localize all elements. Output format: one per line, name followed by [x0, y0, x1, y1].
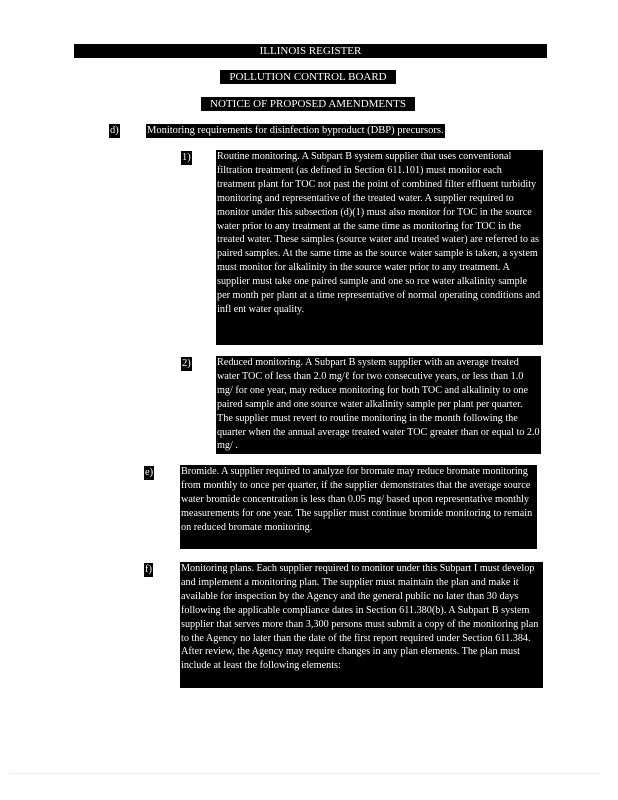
page-footer-rule	[10, 773, 600, 774]
item-2-paragraph: Reduced monitoring. A Subpart B system supplier with an average treated water TOC of less than 2.0 mg/ℓ for two consecutive years, or less than 1.0 mg/ for one year, may reduce monitoring for both TOC and alkalinity to one paired sample and one source water alkalinity sample per plant per quarter. The supplier must revert to routine monitoring in the month following the quarter when the annual average treated water TOC greater than or equal to 2.0 mg/ .	[216, 356, 541, 454]
section-e-paragraph: Bromide. A supplier required to analyze for bromate may reduce bromate monitoring from monthly to once per quarter, if the supplier demonstrates that the average source water bromide concentration is less than 0.05 mg/ based upon representative monthly measurements for one year. The supplier must continue bromide monitoring to remain on reduced bromate monitoring.	[180, 465, 537, 549]
section-e-label: e)	[145, 467, 154, 478]
notice-title: NOTICE OF PROPOSED AMENDMENTS	[201, 97, 415, 111]
item-1-label: 1)	[182, 152, 191, 163]
board-title: POLLUTION CONTROL BOARD	[220, 70, 396, 84]
item-1-paragraph: Routine monitoring. A Subpart B system supplier that uses conventional filtration treatment (as defined in Section 611.101) must monitor each treatment plant for TOC not past the point of combined filter effluent turbidity monitoring and representative of the treated water. A supplier required to monitor under this subsection (d)(1) must also monitor for TOC in the source water prior to any treatment at the same time as monitoring for TOC in the treated water. These samples (source water and treated water) are referred to as paired samples. At the same time as the source water sample is taken, a system must monitor for alkalinity in the source water prior to any treatment. A supplier must take one paired sample and one so rce water alkalinity sample per month per plant at a time representative of normal operating conditions and infl ent water quality.	[216, 150, 543, 345]
register-title: ILLINOIS REGISTER	[74, 44, 547, 58]
section-f-paragraph: Monitoring plans. Each supplier required to monitor under this Subpart I must develop and implement a monitoring plan. The supplier must maintain the plan and make it available for inspection by the Agency and the general public no later than 30 days following the applicable compliance dates in Section 611.380(b). A Subpart B system supplier that serves more than 3,300 persons must submit a copy of the monitoring plan to the Agency no later than the date of the first report required under Section 611.384. After review, the Agency may require changes in any plan elements. The plan must include at least the following elements:	[180, 562, 543, 688]
section-f-label: f)	[145, 564, 152, 575]
section-d-label: d)	[110, 125, 119, 136]
section-d-heading: Monitoring requirements for disinfection byproduct (DBP) precursors.	[147, 125, 444, 136]
item-2-label: 2)	[182, 358, 191, 369]
